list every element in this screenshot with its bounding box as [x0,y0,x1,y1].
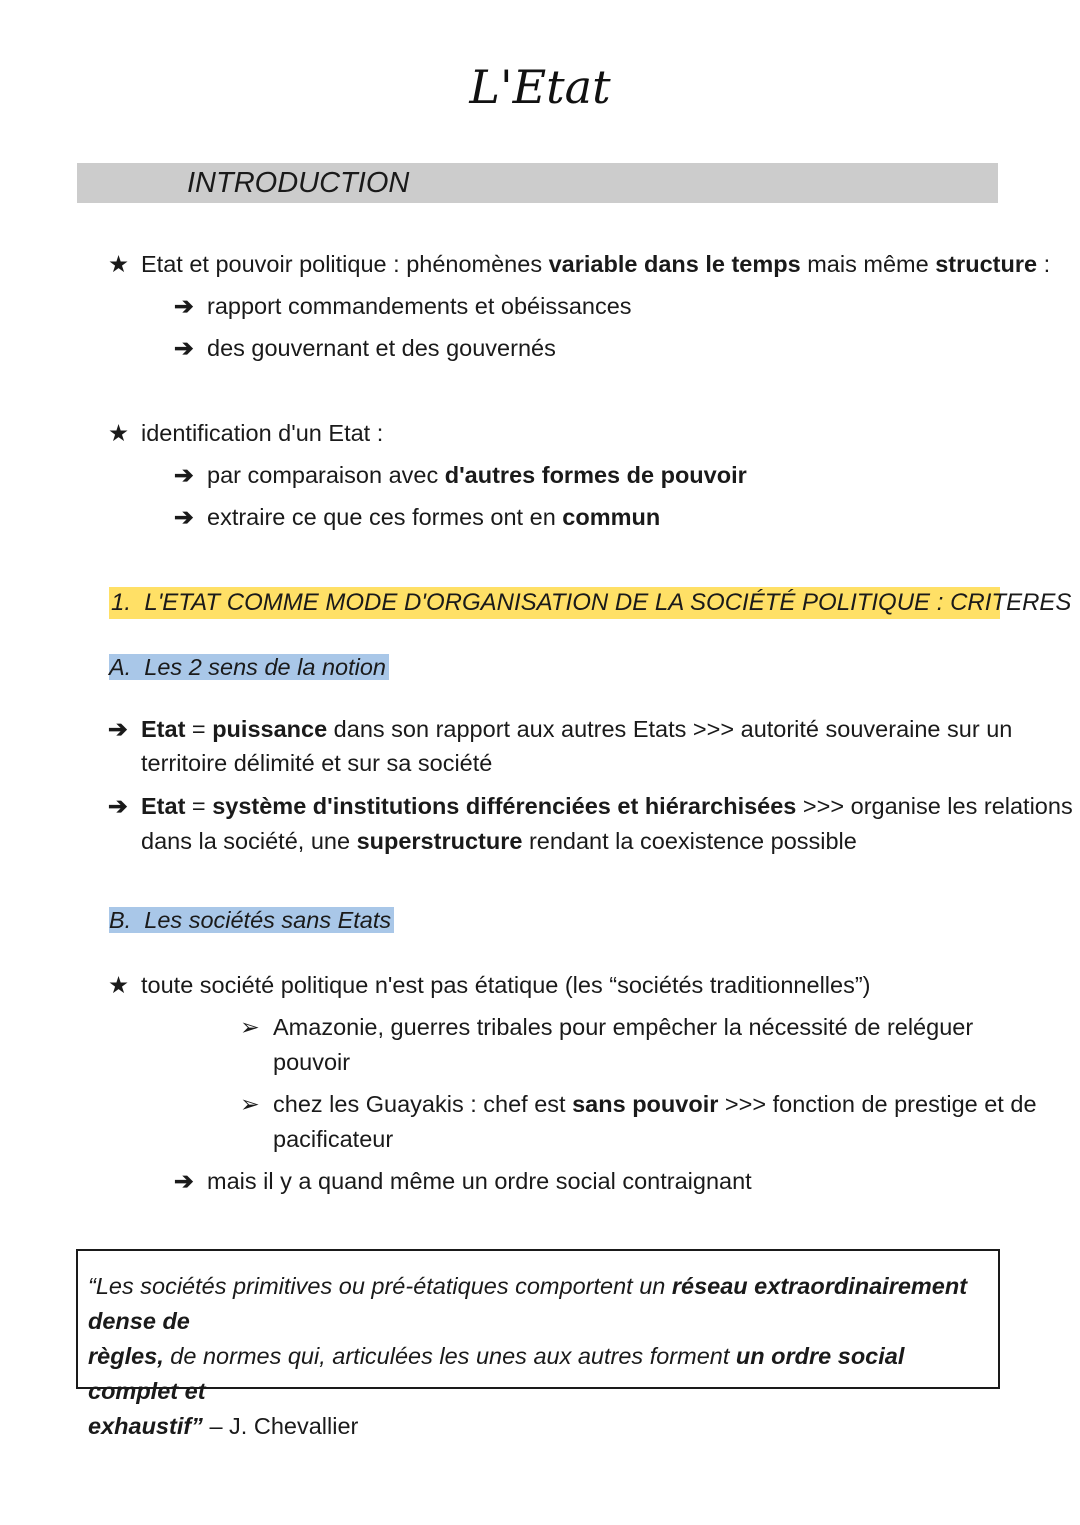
quote-text: “Les sociétés primitives ou pré-étatiques comportent un réseau extraordinairement dense de règles, de normes qui, articulées les unes aux autres forment un ordre social complet et exhaustif” – J. Chevallier [88,1273,968,1439]
section-b-conclusion: ➔ mais il y a quand même un ordre social contraignant [174,1164,752,1198]
star-icon: ★ [108,420,130,446]
arrow-right-icon: ➔ [174,462,194,488]
section-a-item-1-continuation: territoire délimité et sur sa société [141,750,493,776]
section-b-sub-2-continuation: pacificateur [273,1126,394,1152]
intro-bullet-2: ★ identification d'un Etat : [108,416,383,450]
quote-box [76,1249,1000,1439]
section-a-item-2: ➔ Etat = système d'institutions différenciées et hiérarchisées >>> organise les relations [108,789,1073,823]
section-1-heading: 1. L'ETAT COMME MODE D'ORGANISATION DE LA SOCIÉTÉ POLITIQUE : CRITERES [111,589,1072,616]
section-a-item-1: ➔ Etat = puissance dans son rapport aux autres Etats >>> autorité souveraine sur un [108,712,1012,746]
intro-bullet-2-sub-1: ➔ par comparaison avec d'autres formes de pouvoir [174,458,747,492]
arrow-right-icon: ➔ [174,335,194,361]
quote-author: – J. Chevallier [202,1413,359,1439]
intro-bullet-1: ★ Etat et pouvoir politique : phénomènes variable dans le temps mais même structure : [108,247,1050,281]
triangle-arrow-icon: ➢ [240,1091,260,1117]
page-title: L'Etat [469,60,611,114]
star-icon: ★ [108,972,130,998]
intro-bullet-1-sub-1: ➔ rapport commandements et obéissances [174,289,632,323]
introduction-heading-bar [77,163,998,203]
section-b-sub-1: ➢ Amazonie, guerres tribales pour empêcher la nécessité de reléguer [240,1010,973,1044]
intro-bullet-1-sub-2: ➔ des gouvernant et des gouvernés [174,331,556,365]
section-b-heading: B. Les sociétés sans Etats [109,904,394,936]
arrow-right-icon: ➔ [108,793,128,819]
section-b-sub-1-continuation: pouvoir [273,1049,351,1075]
arrow-right-icon: ➔ [108,716,128,742]
section-a-heading: A. Les 2 sens de la notion [109,651,389,683]
arrow-right-icon: ➔ [174,1168,194,1194]
section-b-sub-2: ➢ chez les Guayakis : chef est sans pouvoir >>> fonction de prestige et de [240,1087,1037,1121]
arrow-right-icon: ➔ [174,293,194,319]
arrow-right-icon: ➔ [174,504,194,530]
section-b-bullet: ★ toute société politique n'est pas étatique (les “sociétés traditionnelles”) [108,968,870,1002]
star-icon: ★ [108,251,130,277]
introduction-heading: INTRODUCTION [187,167,410,199]
section-1-heading-bar [109,587,1072,619]
triangle-arrow-icon: ➢ [240,1014,260,1040]
intro-bullet-2-sub-2: ➔ extraire ce que ces formes ont en commun [174,500,660,534]
section-a-item-2-continuation: dans la société, une superstructure rendant la coexistence possible [141,828,857,854]
